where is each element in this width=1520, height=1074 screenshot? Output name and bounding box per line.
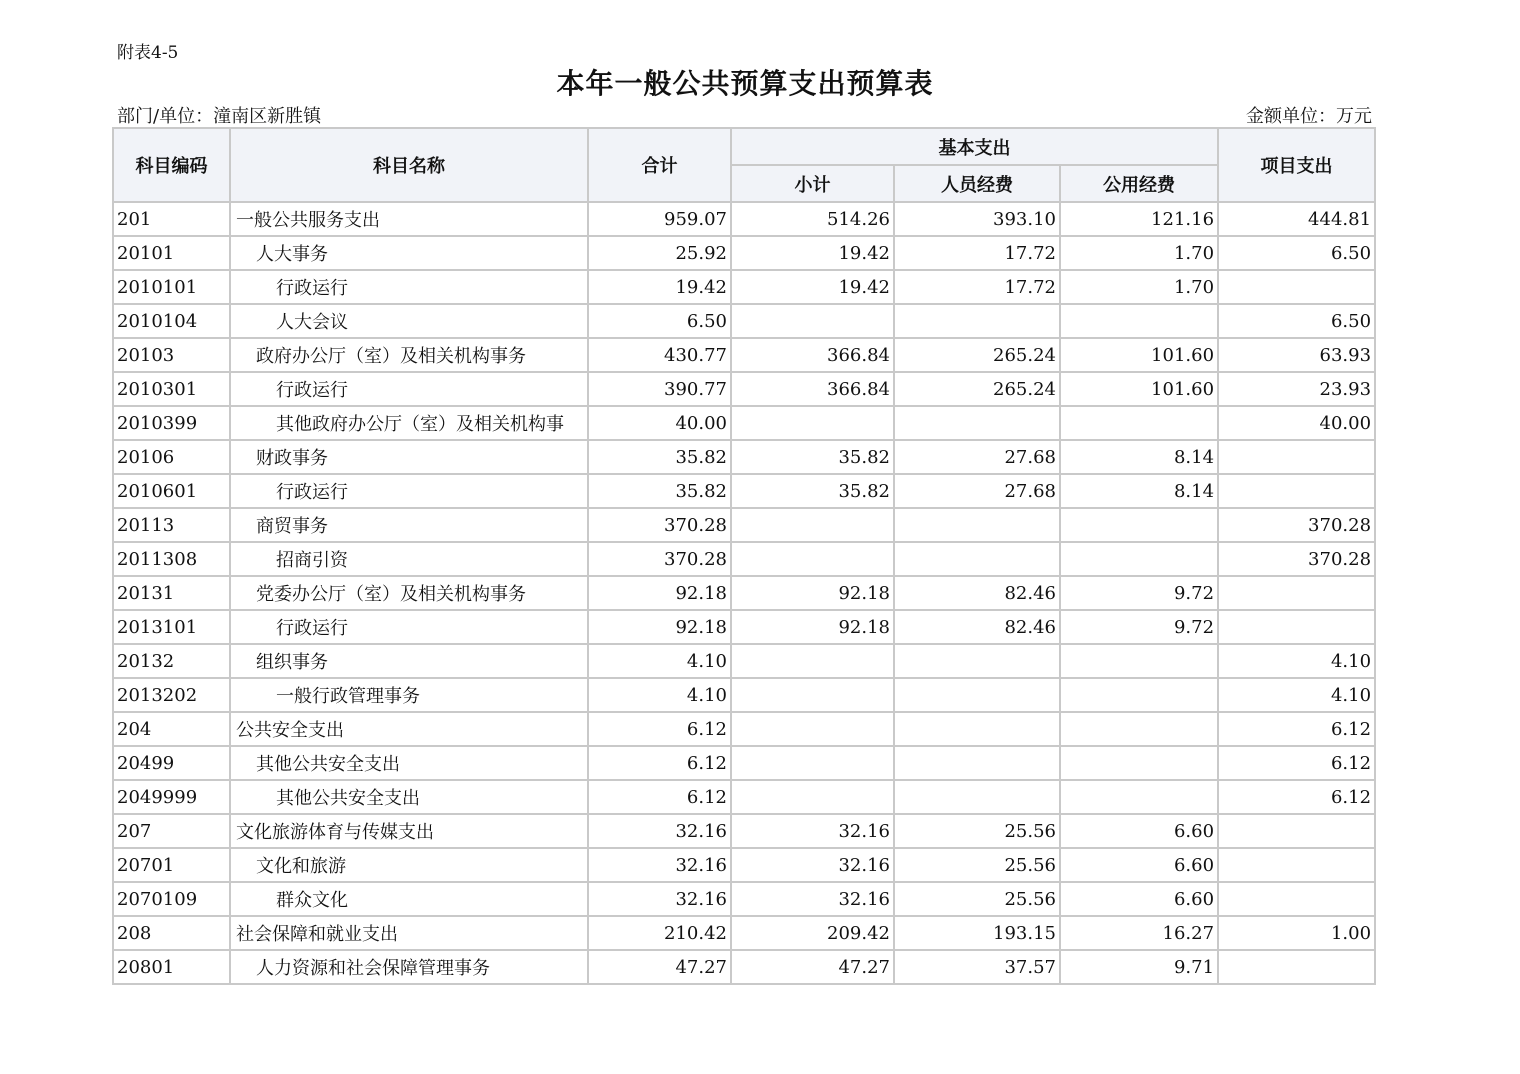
cell-total: 6.50 [588, 304, 731, 338]
header-personnel: 人员经费 [894, 165, 1060, 202]
cell-total: 959.07 [588, 202, 731, 236]
cell-total: 370.28 [588, 542, 731, 576]
cell-project: 444.81 [1218, 202, 1375, 236]
cell-code: 204 [113, 712, 230, 746]
cell-name: 组织事务 [230, 644, 588, 678]
cell-personnel: 25.56 [894, 882, 1060, 916]
cell-name: 其他政府办公厅（室）及相关机构事 [230, 406, 588, 440]
cell-project: 63.93 [1218, 338, 1375, 372]
cell-personnel: 265.24 [894, 338, 1060, 372]
cell-project: 6.12 [1218, 712, 1375, 746]
cell-code: 201 [113, 202, 230, 236]
budget-table [112, 127, 1376, 985]
cell-personnel: 17.72 [894, 236, 1060, 270]
cell-public-use [1060, 746, 1218, 780]
cell-name: 财政事务 [230, 440, 588, 474]
cell-name: 一般行政管理事务 [230, 678, 588, 712]
cell-personnel: 25.56 [894, 848, 1060, 882]
cell-name: 群众文化 [230, 882, 588, 916]
cell-public-use [1060, 406, 1218, 440]
amount-unit-label: 金额单位：万元 [1246, 106, 1372, 127]
table-row [113, 678, 1375, 712]
cell-code: 20499 [113, 746, 230, 780]
cell-code: 207 [113, 814, 230, 848]
cell-project: 6.12 [1218, 780, 1375, 814]
table-row [113, 474, 1375, 508]
cell-code: 2010601 [113, 474, 230, 508]
cell-project [1218, 474, 1375, 508]
cell-subtotal: 35.82 [731, 440, 894, 474]
cell-total: 4.10 [588, 644, 731, 678]
cell-project: 370.28 [1218, 542, 1375, 576]
cell-project: 4.10 [1218, 678, 1375, 712]
cell-subtotal [731, 542, 894, 576]
cell-public-use: 9.72 [1060, 576, 1218, 610]
cell-project: 4.10 [1218, 644, 1375, 678]
table-row [113, 406, 1375, 440]
cell-public-use [1060, 712, 1218, 746]
cell-total: 4.10 [588, 678, 731, 712]
cell-code: 20101 [113, 236, 230, 270]
table-row [113, 746, 1375, 780]
table-row [113, 814, 1375, 848]
cell-name: 行政运行 [230, 610, 588, 644]
cell-project: 6.12 [1218, 746, 1375, 780]
cell-subtotal [731, 406, 894, 440]
cell-code: 20103 [113, 338, 230, 372]
cell-total: 32.16 [588, 814, 731, 848]
cell-personnel: 82.46 [894, 610, 1060, 644]
cell-name: 一般公共服务支出 [230, 202, 588, 236]
cell-personnel: 37.57 [894, 950, 1060, 984]
cell-personnel [894, 746, 1060, 780]
cell-name: 人力资源和社会保障管理事务 [230, 950, 588, 984]
cell-name: 行政运行 [230, 270, 588, 304]
header-name: 科目名称 [230, 128, 588, 202]
cell-subtotal: 209.42 [731, 916, 894, 950]
cell-project [1218, 576, 1375, 610]
cell-public-use [1060, 678, 1218, 712]
cell-subtotal: 366.84 [731, 372, 894, 406]
cell-personnel [894, 304, 1060, 338]
cell-code: 2011308 [113, 542, 230, 576]
cell-personnel [894, 406, 1060, 440]
cell-name: 公共安全支出 [230, 712, 588, 746]
cell-personnel: 393.10 [894, 202, 1060, 236]
cell-project: 6.50 [1218, 304, 1375, 338]
cell-subtotal [731, 678, 894, 712]
cell-name: 人大会议 [230, 304, 588, 338]
cell-total: 6.12 [588, 780, 731, 814]
cell-subtotal [731, 508, 894, 542]
cell-public-use [1060, 304, 1218, 338]
cell-name: 政府办公厅（室）及相关机构事务 [230, 338, 588, 372]
cell-subtotal [731, 712, 894, 746]
cell-subtotal [731, 644, 894, 678]
cell-public-use [1060, 780, 1218, 814]
cell-personnel: 17.72 [894, 270, 1060, 304]
cell-project [1218, 610, 1375, 644]
cell-public-use: 1.70 [1060, 270, 1218, 304]
table-row [113, 950, 1375, 984]
cell-name: 其他公共安全支出 [230, 780, 588, 814]
cell-project: 40.00 [1218, 406, 1375, 440]
cell-project: 1.00 [1218, 916, 1375, 950]
cell-code: 2010399 [113, 406, 230, 440]
cell-project: 23.93 [1218, 372, 1375, 406]
cell-code: 2013202 [113, 678, 230, 712]
cell-subtotal: 19.42 [731, 270, 894, 304]
cell-name: 文化旅游体育与传媒支出 [230, 814, 588, 848]
table-row [113, 372, 1375, 406]
cell-name: 商贸事务 [230, 508, 588, 542]
table-row [113, 508, 1375, 542]
cell-name: 文化和旅游 [230, 848, 588, 882]
cell-public-use: 6.60 [1060, 882, 1218, 916]
cell-personnel: 82.46 [894, 576, 1060, 610]
cell-code: 20132 [113, 644, 230, 678]
cell-subtotal: 47.27 [731, 950, 894, 984]
cell-code: 208 [113, 916, 230, 950]
cell-name: 行政运行 [230, 372, 588, 406]
table-body [113, 202, 1375, 984]
table-row [113, 712, 1375, 746]
cell-subtotal: 19.42 [731, 236, 894, 270]
cell-subtotal: 35.82 [731, 474, 894, 508]
cell-public-use: 9.71 [1060, 950, 1218, 984]
cell-personnel [894, 644, 1060, 678]
header-total: 合计 [588, 128, 731, 202]
table-row [113, 610, 1375, 644]
cell-code: 2013101 [113, 610, 230, 644]
cell-public-use: 6.60 [1060, 848, 1218, 882]
cell-subtotal: 92.18 [731, 610, 894, 644]
cell-personnel [894, 542, 1060, 576]
table-row [113, 236, 1375, 270]
cell-subtotal: 366.84 [731, 338, 894, 372]
cell-project [1218, 440, 1375, 474]
table-row [113, 304, 1375, 338]
cell-public-use: 16.27 [1060, 916, 1218, 950]
cell-personnel [894, 678, 1060, 712]
cell-total: 6.12 [588, 712, 731, 746]
cell-total: 35.82 [588, 474, 731, 508]
table-row [113, 848, 1375, 882]
table-row [113, 576, 1375, 610]
table-row [113, 882, 1375, 916]
cell-total: 390.77 [588, 372, 731, 406]
cell-public-use: 121.16 [1060, 202, 1218, 236]
cell-total: 370.28 [588, 508, 731, 542]
cell-public-use [1060, 644, 1218, 678]
cell-total: 92.18 [588, 610, 731, 644]
cell-name: 党委办公厅（室）及相关机构事务 [230, 576, 588, 610]
header-project: 项目支出 [1218, 128, 1375, 202]
cell-personnel: 193.15 [894, 916, 1060, 950]
cell-total: 32.16 [588, 882, 731, 916]
table-row [113, 916, 1375, 950]
cell-project [1218, 270, 1375, 304]
cell-code: 20106 [113, 440, 230, 474]
cell-total: 6.12 [588, 746, 731, 780]
cell-personnel: 25.56 [894, 814, 1060, 848]
cell-project: 370.28 [1218, 508, 1375, 542]
cell-total: 47.27 [588, 950, 731, 984]
header-basic: 基本支出 [731, 128, 1218, 165]
cell-name: 招商引资 [230, 542, 588, 576]
cell-public-use: 8.14 [1060, 440, 1218, 474]
cell-total: 35.82 [588, 440, 731, 474]
cell-personnel: 265.24 [894, 372, 1060, 406]
header-public-use: 公用经费 [1060, 165, 1218, 202]
cell-name: 社会保障和就业支出 [230, 916, 588, 950]
cell-subtotal: 32.16 [731, 882, 894, 916]
cell-name: 行政运行 [230, 474, 588, 508]
cell-total: 430.77 [588, 338, 731, 372]
cell-project [1218, 848, 1375, 882]
cell-subtotal [731, 304, 894, 338]
cell-name: 其他公共安全支出 [230, 746, 588, 780]
cell-personnel [894, 508, 1060, 542]
cell-code: 20701 [113, 848, 230, 882]
table-row [113, 644, 1375, 678]
cell-project [1218, 814, 1375, 848]
cell-public-use [1060, 542, 1218, 576]
page-title: 本年一般公共预算支出预算表 [556, 67, 934, 100]
cell-subtotal: 32.16 [731, 814, 894, 848]
cell-subtotal: 32.16 [731, 848, 894, 882]
cell-code: 2010101 [113, 270, 230, 304]
cell-public-use: 101.60 [1060, 372, 1218, 406]
cell-project [1218, 950, 1375, 984]
table-row [113, 270, 1375, 304]
cell-code: 2010301 [113, 372, 230, 406]
department-label: 部门/单位：潼南区新胜镇 [117, 106, 322, 127]
cell-subtotal [731, 780, 894, 814]
cell-total: 25.92 [588, 236, 731, 270]
cell-total: 92.18 [588, 576, 731, 610]
cell-project: 6.50 [1218, 236, 1375, 270]
cell-subtotal: 92.18 [731, 576, 894, 610]
table-row [113, 202, 1375, 236]
cell-total: 40.00 [588, 406, 731, 440]
cell-code: 2049999 [113, 780, 230, 814]
cell-public-use: 1.70 [1060, 236, 1218, 270]
cell-subtotal [731, 746, 894, 780]
cell-total: 32.16 [588, 848, 731, 882]
cell-total: 210.42 [588, 916, 731, 950]
cell-code: 20113 [113, 508, 230, 542]
cell-code: 20801 [113, 950, 230, 984]
table-row [113, 542, 1375, 576]
header-subtotal: 小计 [731, 165, 894, 202]
cell-project [1218, 882, 1375, 916]
cell-public-use [1060, 508, 1218, 542]
table-row [113, 440, 1375, 474]
cell-total: 19.42 [588, 270, 731, 304]
cell-personnel [894, 780, 1060, 814]
cell-code: 2010104 [113, 304, 230, 338]
cell-code: 20131 [113, 576, 230, 610]
cell-public-use: 6.60 [1060, 814, 1218, 848]
header-code: 科目编码 [113, 128, 230, 202]
cell-personnel [894, 712, 1060, 746]
cell-public-use: 8.14 [1060, 474, 1218, 508]
cell-personnel: 27.68 [894, 440, 1060, 474]
cell-name: 人大事务 [230, 236, 588, 270]
table-row [113, 780, 1375, 814]
table-row [113, 338, 1375, 372]
cell-personnel: 27.68 [894, 474, 1060, 508]
annex-label: 附表4-5 [117, 43, 179, 63]
cell-public-use: 101.60 [1060, 338, 1218, 372]
cell-subtotal: 514.26 [731, 202, 894, 236]
cell-code: 2070109 [113, 882, 230, 916]
cell-public-use: 9.72 [1060, 610, 1218, 644]
